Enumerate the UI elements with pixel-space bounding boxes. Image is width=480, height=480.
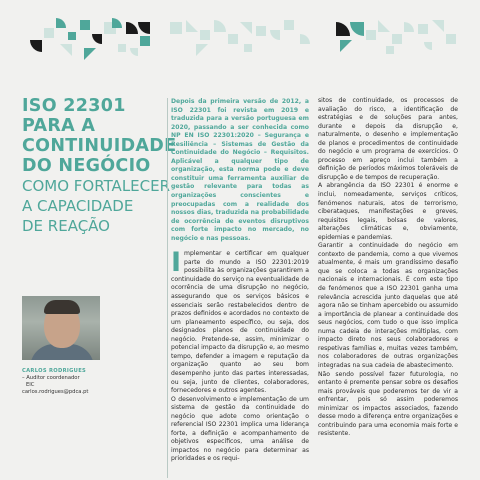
title-bold-line: CONTINUIDADE xyxy=(22,136,177,156)
geometric-pattern-graphic xyxy=(0,0,480,78)
column-divider xyxy=(167,98,168,478)
article-column-middle xyxy=(171,98,309,464)
decorative-pattern-banner xyxy=(0,0,480,78)
title-bold-line: PARA A xyxy=(22,116,96,136)
article-lead: Depois da primeira versão de 2012, a ISO 22301 foi revista em 2019 e traduzida para a versão portuguesa em 2020, passando a ser conhecida como NP EN ISO 22301:2020 – Segurança e Resiliência – Sistemas de Gestão da Continuidade do Negócio – Requisitos. Aplicável a qualquer tipo de organização, esta norma pode e deve constituir uma ferramenta auxiliar de gestão relevante para todas as organizações conscientes e preocupadas com a realidade dos nossos dias, traduzida na probabilidade de ocorrência de eventos disruptivos com forte impacto no mercado, no negócio e nas pessoas. xyxy=(171,98,309,242)
title-bold-line: ISO 22301 xyxy=(22,96,126,116)
subtitle-line: DE REAÇÃO xyxy=(22,217,110,235)
article-title xyxy=(22,96,177,236)
article-paragraph: Não sendo possível fazer futurologia, no entanto é premente pensar sobre os desafios mais prováveis que poderemos ter de vir a enfrentar, pois só assim poderemos minimizar os impactos associados, fazendo desse modo a diferença entre organizações e contribuindo para uma economia mais forte e resistente. xyxy=(318,370,458,438)
author-role-text: Auditor coordenador xyxy=(26,375,80,381)
article-paragraph xyxy=(171,247,309,395)
author-role: – Auditor coordenador xyxy=(22,375,80,381)
photo-hair xyxy=(44,300,80,314)
author-org: EIC xyxy=(26,382,35,388)
article-paragraph: sitos de continuidade, os processos de avaliação do risco, a identificação de estratégias e de soluções para antes, durante e depois da disrupção e, naturalmente, o desenho e implementação de planos e procedimentos de continuidade do negócio e um programa de exercícios. O processo em apreço inclui também a definição de períodos máximos toleráveis de disrupção e de tempos de recuperação. xyxy=(318,97,458,181)
drop-cap: I xyxy=(171,247,182,279)
article-column-right xyxy=(318,97,458,439)
paragraph-text: mplementar e certificar em qualquer parte do mundo a ISO 22301:2019 possibilita às organizações garantirem a continuidade do serviço na eventualidade de ocorrência de uma disrupção no negócio, assegurando que os serviços básicos e essenciais serão restabelecidos dentro de prazos definidos e acordados no contexto de um planeamento específico, ou seja, dos designados planos de continuidade do negócio. Pretende-se, assim, minimizar o potencial impacto da disrupção e, ao mesmo tempo, defender a imagem e reputação da organização quanto ao seu bom desempenho junto das partes interessadas, ou seja, junto de clientes, colaboradores, fornecedores e outros agentes. xyxy=(171,250,309,395)
article-paragraph: O desenvolvimento e implementação de um sistema de gestão da continuidade do negócio que adote como orientação o referencial ISO 22301 implica uma liderança forte, a definição e acompanhamento de objetivos específicos, uma análise de impactos no negócio para determinar as prioridades e os requi- xyxy=(171,395,309,463)
author-name: CARLOS RODRIGUES xyxy=(22,368,87,374)
article-paragraph: Garantir a continuidade do negócio em contexto de pandemia, como a que vivemos atualmente, é mais um grandíssimo desafio que se coloca a todas as organizações nacionais e internacionais. É com este tipo de fenómenos que a ISO 22301 ganha uma relevância acrescida junto daquelas que até agora não se tinham apercebido ou assumido a importância de planear a continuidade dos seus negócios, com tudo o que isso implica numa cadeia de interações múltiplas, com impacto direto nos seus colaboradores e respetivas famílias e, muitas vezes também, nos colaboradores de outras organizações integradas na sua cadeia de abastecimento. xyxy=(318,242,458,369)
article-paragraph: A abrangência da ISO 22301 é enorme e inclui, nomeadamente, serviços críticos, fenómenos naturais, atos de terrorismo, ciberataques, manifestações e greves, requisitos legais, bolsas de valores, alterações climáticas e, obviamente, epidemias e pandemias. xyxy=(318,182,458,241)
subtitle-line: COMO FORTALECER xyxy=(22,177,171,195)
author-email[interactable]: carlos.rodrigues@pdca.pt xyxy=(22,389,89,395)
subtitle-line: A CAPACIDADE xyxy=(22,197,134,215)
author-info xyxy=(22,368,142,396)
author-photo xyxy=(22,296,100,360)
title-bold-line: DO NEGÓCIO xyxy=(22,156,151,176)
